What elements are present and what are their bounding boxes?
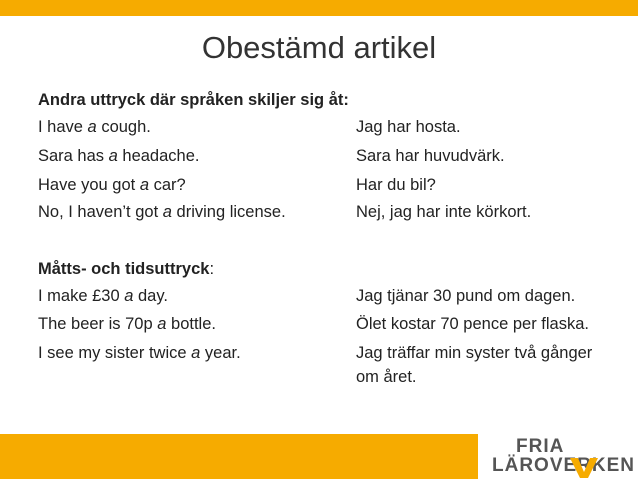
page-title: Obestämd artikel xyxy=(201,30,437,65)
english-sentence: Have you got a car? xyxy=(38,176,186,194)
english-sentence: I see my sister twice a year. xyxy=(38,344,241,362)
swedish-sentence: Jag tjänar 30 pund om dagen. xyxy=(356,287,576,305)
english-sentence: I make £30 a day. xyxy=(38,287,168,305)
english-sentence: I have a cough. xyxy=(38,118,151,136)
swedish-sentence: Jag träffar min syster två gånger xyxy=(356,344,593,362)
logo-chevron-icon xyxy=(478,434,638,479)
logo-text-line1: FRIA xyxy=(516,436,565,457)
section-heading-measure-time: Måtts- och tidsuttryck: xyxy=(38,260,215,278)
fria-laroverken-logo xyxy=(478,434,638,479)
swedish-sentence: Ölet kostar 70 pence per flaska. xyxy=(356,315,589,333)
swedish-sentence-line2: om året. xyxy=(356,368,417,386)
swedish-sentence: Har du bil? xyxy=(356,176,436,194)
top-accent-bar xyxy=(0,0,638,16)
english-sentence: Sara has a headache. xyxy=(38,147,200,165)
logo-v-mark-icon xyxy=(570,458,598,478)
english-sentence: The beer is 70p a bottle. xyxy=(38,315,216,333)
swedish-sentence: Nej, jag har inte körkort. xyxy=(356,203,532,221)
swedish-sentence: Sara har huvudvärk. xyxy=(356,147,505,165)
swedish-sentence: Jag har hosta. xyxy=(356,118,461,136)
logo-text-line2: LÄROVERKEN xyxy=(492,455,636,476)
english-sentence: No, I haven’t got a driving license. xyxy=(38,203,286,221)
section-heading-other-expressions: Andra uttryck där språken skiljer sig åt: xyxy=(38,91,349,109)
